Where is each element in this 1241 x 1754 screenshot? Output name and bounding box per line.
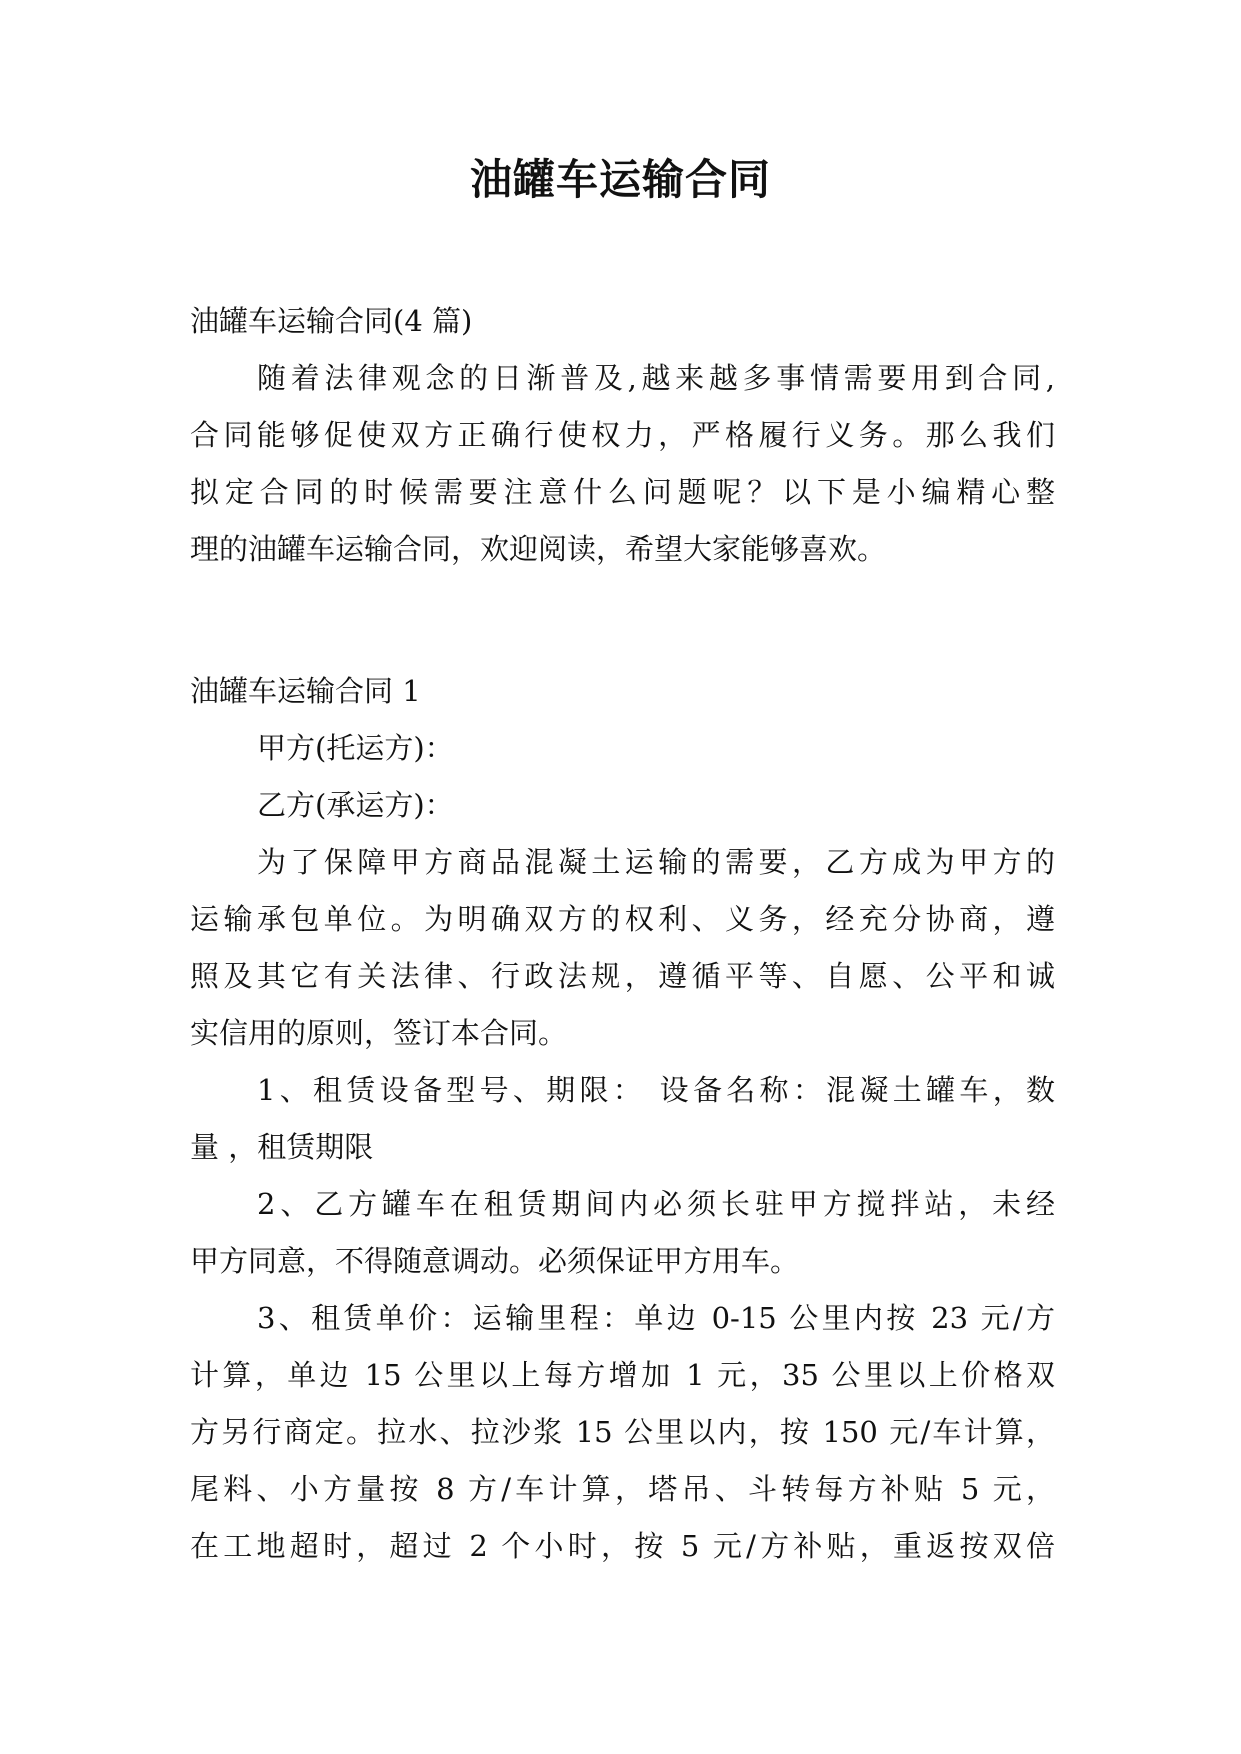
document-body: [190, 293, 1055, 1575]
clause-line: 方另行商定。拉水、拉沙浆 15 公里以内，按 150 元/车计算，: [190, 1415, 1055, 1449]
intro-line: 拟定合同的时候需要注意什么问题呢？以下是小编精心整: [190, 475, 1055, 509]
preamble-line: 运输承包单位。为明确双方的权利、义务，经充分协商，遵: [190, 902, 1055, 936]
party-a-line: 甲方(托运方)：: [257, 731, 454, 765]
section-heading: 油罐车运输合同 1: [190, 674, 421, 708]
clause-line: 在工地超时，超过 2 个小时，按 5 元/方补贴，重返按双倍: [190, 1529, 1055, 1563]
clause-3: [190, 1290, 1055, 1575]
intro-line: 随着法律观念的日渐普及,越来越多事情需要用到合同,: [257, 361, 1055, 395]
clause-line: 甲方同意，不得随意调动。必须保证甲方用车。: [190, 1244, 800, 1278]
document-title: 油罐车运输合同: [469, 155, 771, 204]
preamble-paragraph: [190, 834, 1055, 1062]
clause-line: 量 ，租赁期限: [190, 1130, 374, 1164]
intro-line: 理的油罐车运输合同，欢迎阅读，希望大家能够喜欢。: [190, 532, 887, 566]
clause-line: 1、租赁设备型号、期限： 设备名称：混凝土罐车，数: [257, 1073, 1055, 1107]
section-spacer: [190, 578, 1055, 663]
preamble-line: 照及其它有关法律、行政法规，遵循平等、自愿、公平和诚: [190, 959, 1055, 993]
party-b-line: 乙方(承运方)：: [257, 788, 454, 822]
clause-line: 2、乙方罐车在租赁期间内必须长驻甲方搅拌站，未经: [257, 1187, 1055, 1221]
clause-line: 尾料、小方量按 8 方/车计算，塔吊、斗转每方补贴 5 元，: [190, 1472, 1055, 1506]
clause-1: [190, 1062, 1055, 1176]
intro-line: 合同能够促使双方正确行使权力，严格履行义务。那么我们: [190, 418, 1055, 452]
preamble-line: 为了保障甲方商品混凝土运输的需要，乙方成为甲方的: [257, 845, 1055, 879]
clause-line: 计算，单边 15 公里以上每方增加 1 元，35 公里以上价格双: [190, 1358, 1055, 1392]
intro-paragraph: [190, 350, 1055, 578]
document-subtitle: 油罐车运输合同(4 篇): [190, 304, 473, 338]
clause-2: [190, 1176, 1055, 1290]
clause-line: 3、租赁单价：运输里程：单边 0-15 公里内按 23 元/方: [257, 1301, 1055, 1335]
preamble-line: 实信用的原则，签订本合同。: [190, 1016, 568, 1050]
